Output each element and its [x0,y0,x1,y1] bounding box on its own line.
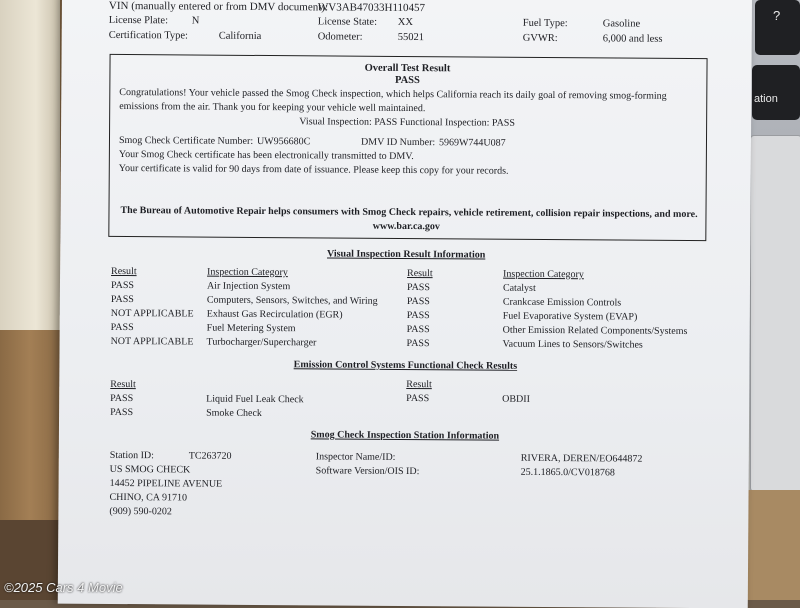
visual-category-header-left: Inspection Category [207,266,288,279]
visual-right-result-3: PASS [406,324,430,336]
visual-right-result-2: PASS [406,310,430,322]
inspection-summary: Visual Inspection: PASS Functional Inspection: PASS [299,116,515,129]
vin-label: VIN (manually entered or from DMV document): [108,0,329,14]
visual-right-category-3: Other Emission Related Components/Systems [502,324,688,337]
license-plate-value: N [191,15,200,27]
visual-inspection-title: Visual Inspection Result Information [327,248,486,261]
copyright-watermark: ©2025 Cars 4 Movie [4,580,123,595]
software-value: 25.1.1865.0/CV018768 [520,466,615,479]
visual-category-header-right: Inspection Category [503,268,584,281]
visual-left-result-0: PASS [110,279,135,292]
transmit-notice: Your Smog Check certificate has been electronically transmitted to DMV. [118,148,414,163]
dmv-id-value: 5969W744U087 [438,137,506,149]
station-address2: CHINO, CA 91710 [109,491,188,504]
visual-left-category-0: Air Injection System [206,280,291,293]
bar-website: www.bar.ca.gov [372,220,440,233]
odometer-label: Odometer: [317,31,363,43]
odometer-value: 55021 [397,31,424,44]
keyboard-key-option [752,65,800,120]
software-label: Software Version/OIS ID: [315,465,420,478]
station-address1: 14452 PIPELINE AVENUE [109,477,223,490]
cert-type-label: Certification Type: [108,29,189,42]
functional-left-result-0: PASS [110,392,134,405]
station-id-label: Station ID: [109,449,154,462]
functional-result-header-left: Result [110,378,136,391]
functional-right-result-0: PASS [406,393,430,405]
functional-check-title: Emission Control Systems Functional Check Results [293,359,518,372]
keyboard-key-question [755,0,800,55]
visual-right-result-0: PASS [406,282,431,294]
smog-check-report [58,0,752,608]
gvwr-value: 6,000 and less [602,33,663,45]
functional-left-category-1: Smoke Check [206,407,262,419]
functional-left-category-0: Liquid Fuel Leak Check [206,393,304,406]
gvwr-label: GVWR: [522,32,558,45]
station-info-title: Smog Check Inspection Station Information [310,429,500,442]
congrats-message-line2: emissions from the air. Thank you for keeping your vehicle well maintained. [119,100,426,115]
visual-left-category-2: Exhaust Gas Recirculation (EGR) [206,308,343,321]
functional-result-header-right: Result [406,379,432,391]
key-label: ation [754,93,778,105]
visual-result-header-left: Result [111,265,137,278]
visual-right-result-4: PASS [406,338,430,350]
validity-notice: Your certificate is valid for 90 days from date of issuance. Please keep this copy for your records. [118,162,509,177]
visual-left-result-2: NOT APPLICABLE [110,307,194,320]
cert-type-value: California [218,30,262,42]
functional-left-result-1: PASS [110,406,134,419]
station-phone: (909) 590-0202 [109,505,172,518]
overall-result-value: PASS [394,74,420,87]
cert-number-label: Smog Check Certificate Number: [118,134,254,147]
visual-right-category-4: Vacuum Lines to Sensors/Switches [502,338,643,351]
license-plate-label: License Plate: [108,14,169,27]
visual-left-result-4: NOT APPLICABLE [110,335,194,348]
license-state-label: License State: [317,16,378,28]
visual-right-result-1: PASS [406,296,430,308]
visual-left-category-1: Computers, Sensors, Switches, and Wiring [206,294,378,307]
inspector-label: Inspector Name/ID: [315,451,396,463]
station-name: US SMOG CHECK [109,463,191,476]
laptop-trackpad [750,135,800,492]
dmv-id-label: DMV ID Number: [360,136,436,149]
cert-number-value: UW956680C [256,135,311,148]
vin-value: WV3AB47033H110457 [317,1,426,15]
station-id-value: TC263720 [188,450,232,462]
bureau-notice: The Bureau of Automotive Repair helps consumers with Smog Check repairs, vehicle retirement, collision repair inspections, and more. [120,205,698,221]
visual-right-category-1: Crankcase Emission Controls [502,296,622,309]
table-surface [745,490,800,600]
overall-result-title: Overall Test Result [364,62,451,75]
binder-background [0,0,60,330]
visual-left-result-3: PASS [110,321,134,334]
visual-right-category-2: Fuel Evaporative System (EVAP) [502,310,638,323]
fuel-type-value: Gasoline [602,18,641,30]
visual-right-category-0: Catalyst [502,282,536,294]
inspector-value: RIVERA, DEREN/EO644872 [520,452,643,465]
license-state-value: XX [397,16,414,29]
visual-left-category-3: Fuel Metering System [206,322,296,335]
visual-left-result-1: PASS [110,293,134,306]
visual-result-header-right: Result [407,268,433,280]
congrats-message-line1: Congratulations! Your vehicle passed the Smog Check inspection, which helps California reach its daily goal of removing smog-forming [119,86,667,102]
functional-right-category-0: OBDII [502,393,531,405]
fuel-type-label: Fuel Type: [522,17,568,30]
visual-left-category-4: Turbocharger/Supercharger [206,336,317,349]
key-label: ? [773,8,781,23]
